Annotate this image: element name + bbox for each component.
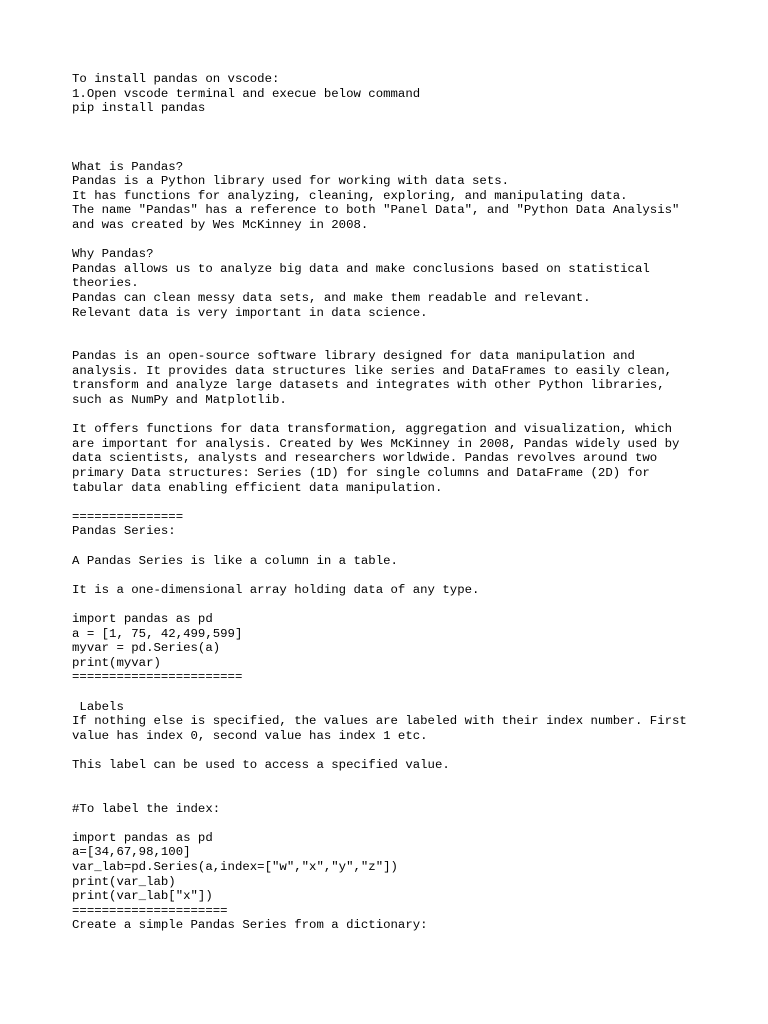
text-line: a=[34,67,98,100] [72, 845, 191, 860]
text-line [72, 495, 732, 510]
text-line [72, 816, 732, 831]
text-line: The name "Pandas" has a reference to both "Panel Data", and "Python Data Analysis" [72, 203, 680, 218]
text-line: Pandas is a Python library used for working with data sets. [72, 174, 510, 189]
text-line [72, 597, 732, 612]
text-line: import pandas as pd [72, 611, 213, 626]
text-line: and was created by Wes McKinney in 2008. [72, 217, 369, 232]
text-line [72, 408, 732, 423]
text-line: tabular data enabling efficient data manipulation. [72, 480, 443, 495]
text-line: ======================= [72, 670, 243, 685]
text-line: ===================== [72, 903, 228, 918]
text-line: Relevant data is very important in data science. [72, 305, 428, 320]
text-line: analysis. It provides data structures like series and DataFrames to easily clean, [72, 363, 673, 378]
text-line: var_lab=pd.Series(a,index=["w","x","y","z"]) [72, 860, 398, 875]
text-line: print(var_lab) [72, 874, 176, 889]
text-line: Create a simple Pandas Series from a dictionary: [72, 918, 428, 933]
text-line: such as NumPy and Matplotlib. [72, 393, 287, 408]
text-line: myvar = pd.Series(a) [72, 641, 221, 656]
text-line [72, 773, 732, 788]
text-line: Labels [72, 699, 124, 714]
document-body [72, 72, 732, 933]
text-line [72, 743, 732, 758]
text-line: Pandas can clean messy data sets, and make them readable and relevant. [72, 290, 591, 305]
text-line: print(myvar) [72, 655, 161, 670]
text-line [72, 116, 732, 131]
text-line [72, 233, 732, 248]
text-line: It offers functions for data transformation, aggregation and visualization, which [72, 422, 673, 437]
text-line: Pandas is an open-source software library designed for data manipulation and [72, 349, 635, 364]
text-line [72, 145, 732, 160]
text-line: If nothing else is specified, the values are labeled with their index number. First [72, 714, 687, 729]
text-line: This label can be used to access a specified value. [72, 757, 450, 772]
text-line: Pandas Series: [72, 524, 176, 539]
text-line: It has functions for analyzing, cleaning, exploring, and manipulating data. [72, 188, 628, 203]
text-line: 1.Open vscode terminal and execue below command [72, 86, 421, 101]
text-line: To install pandas on vscode: [72, 72, 280, 86]
text-line: =============== [72, 509, 184, 524]
text-line: value has index 0, second value has index 1 etc. [72, 728, 428, 743]
text-line: pip install pandas [72, 101, 206, 116]
text-line [72, 539, 732, 554]
text-line: What is Pandas? [72, 159, 184, 174]
text-line: are important for analysis. Created by Wes McKinney in 2008, Pandas widely used by [72, 436, 680, 451]
text-line [72, 568, 732, 583]
text-line: #To label the index: [72, 801, 221, 816]
text-line: Pandas allows us to analyze big data and make conclusions based on statistical [72, 261, 650, 276]
text-line [72, 685, 732, 700]
text-line: A Pandas Series is like a column in a table. [72, 553, 398, 568]
text-line: It is a one-dimensional array holding data of any type. [72, 582, 480, 597]
text-line: a = [1, 75, 42,499,599] [72, 626, 243, 641]
text-line: import pandas as pd [72, 830, 213, 845]
text-line [72, 787, 732, 802]
text-line: primary Data structures: Series (1D) for single columns and DataFrame (2D) for [72, 466, 650, 481]
text-line [72, 335, 732, 350]
text-line [72, 320, 732, 335]
text-line: transform and analyze large datasets and integrates with other Python libraries, [72, 378, 665, 393]
text-line: print(var_lab["x"]) [72, 889, 213, 904]
text-line: data scientists, analysts and researchers worldwide. Pandas revolves around two [72, 451, 658, 466]
text-line [72, 130, 732, 145]
text-line: theories. [72, 276, 139, 291]
text-line: Why Pandas? [72, 247, 154, 262]
